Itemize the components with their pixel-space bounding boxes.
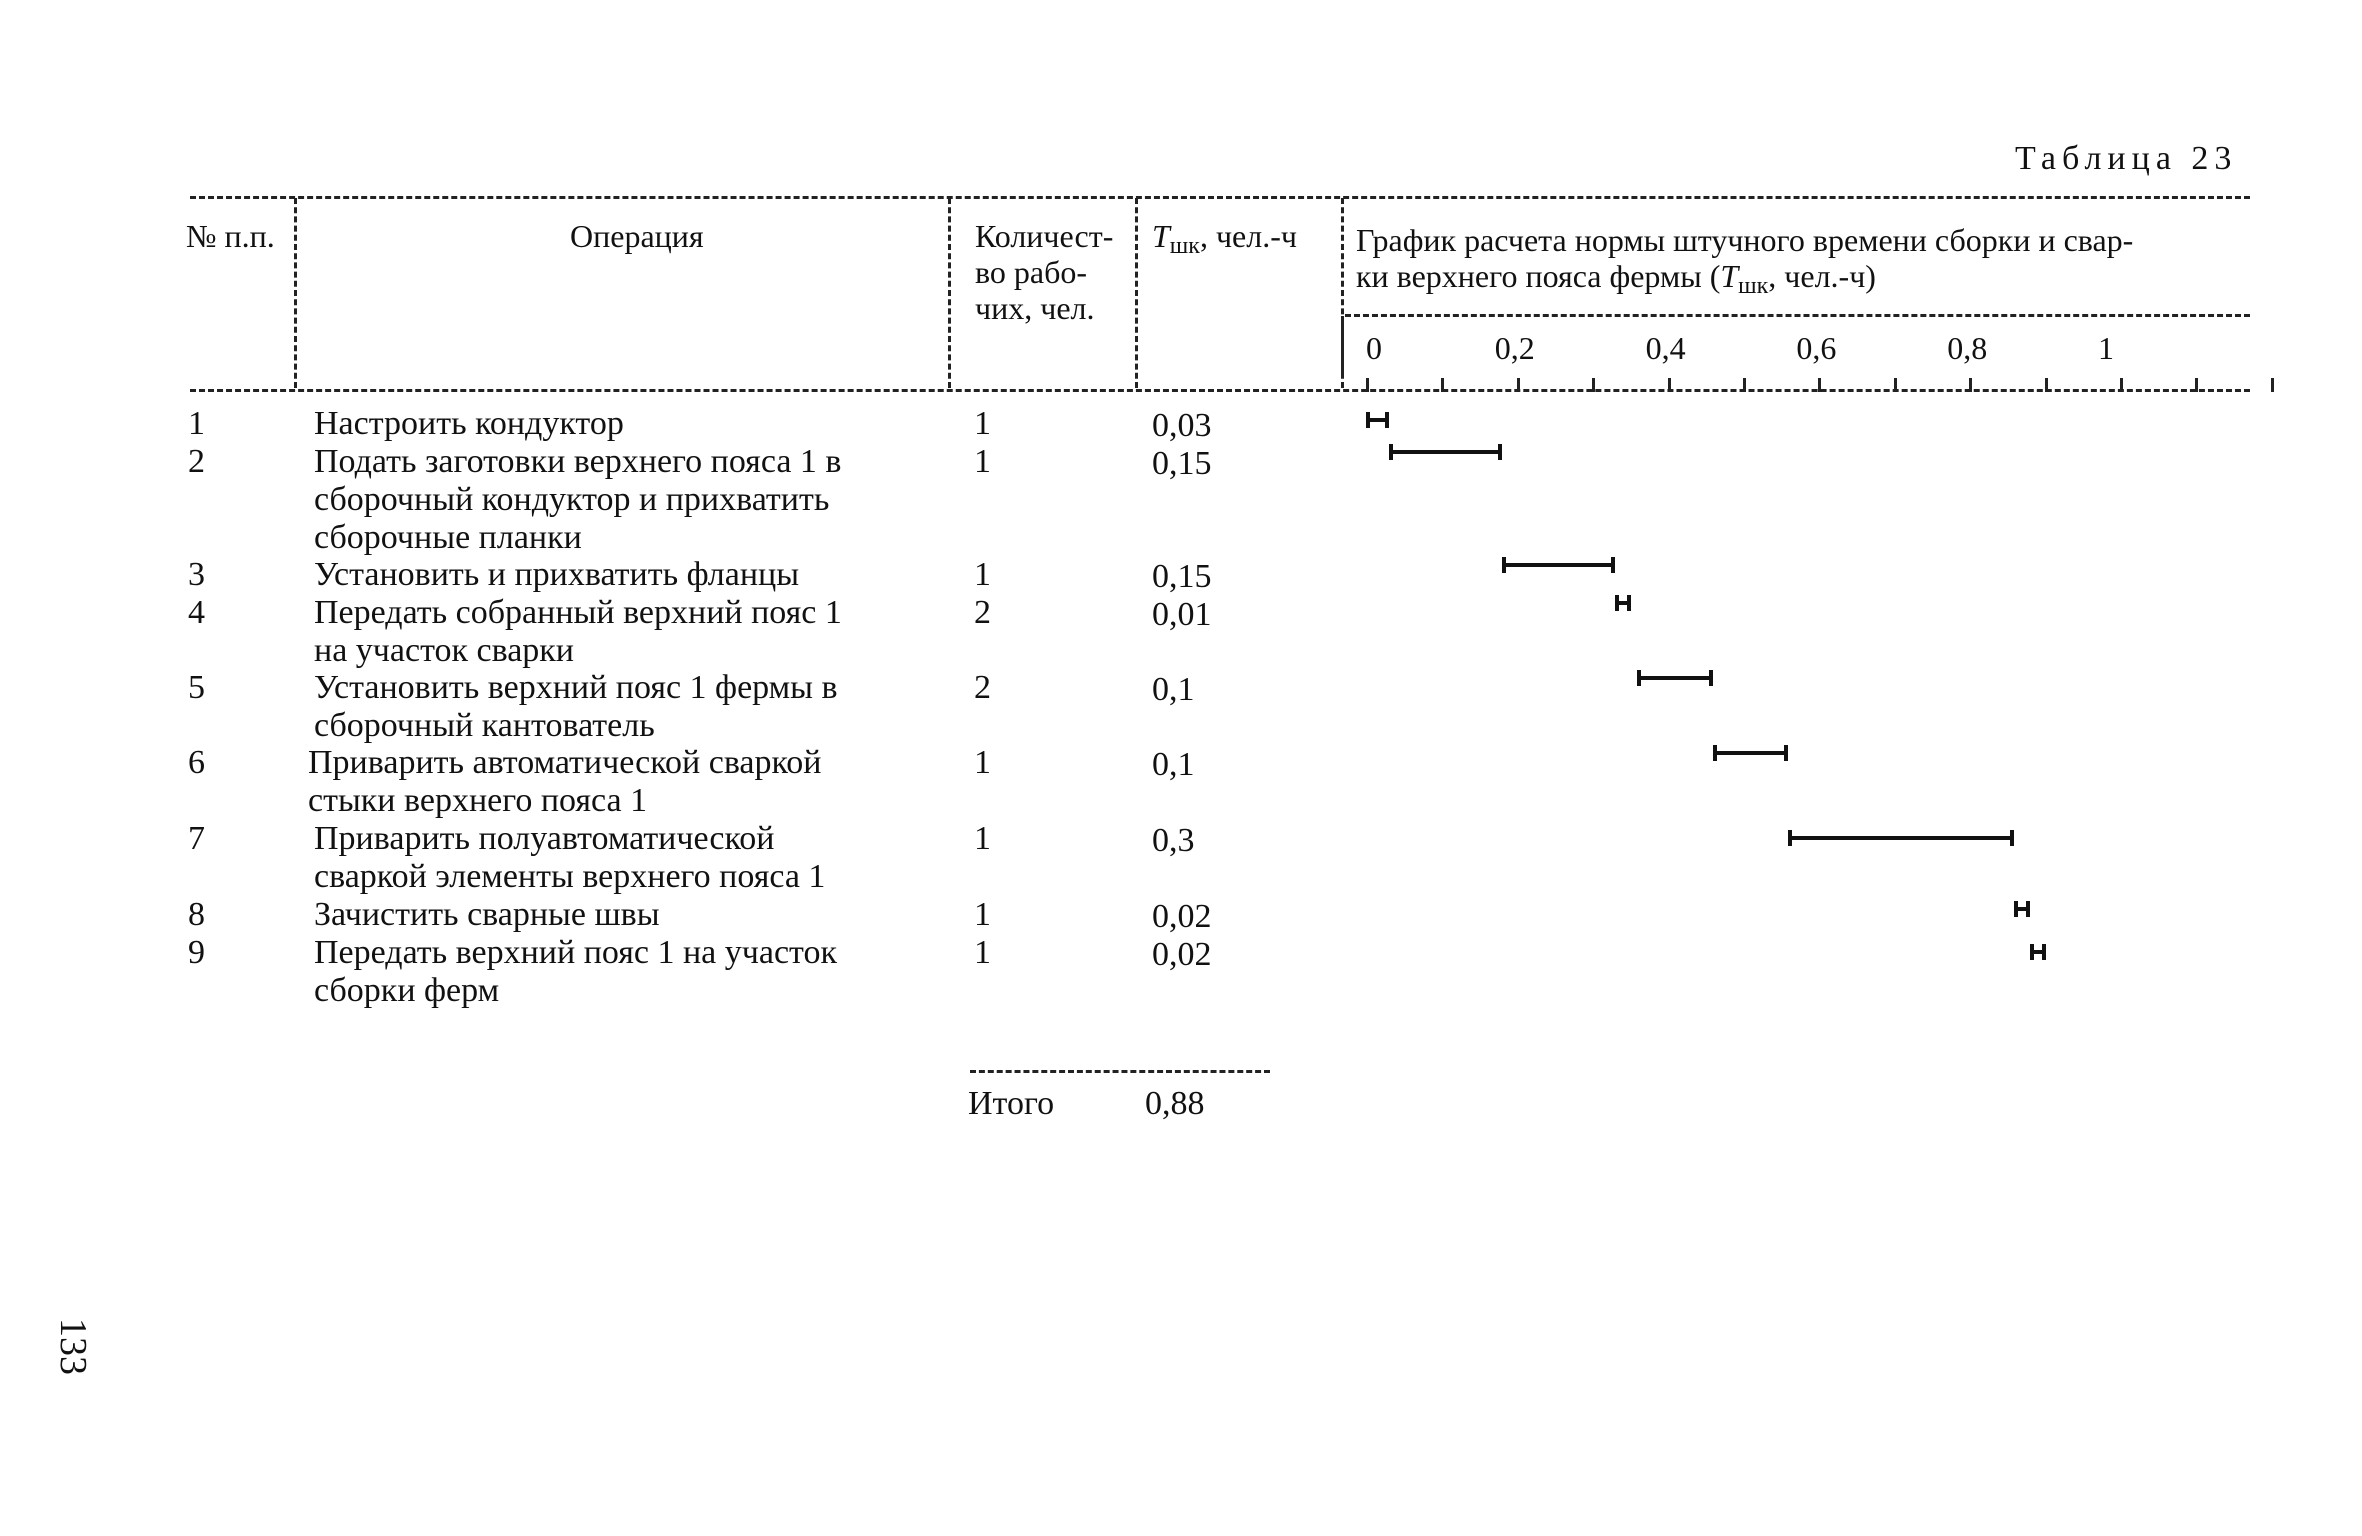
row-tshk: 0,01	[1152, 596, 1212, 633]
axis-tick	[2045, 378, 2048, 392]
axis-tick	[2120, 378, 2123, 392]
axis-tick-label: 0,4	[1645, 330, 1686, 366]
row-workers: 1	[974, 443, 991, 480]
operation-line: стыки верхнего пояса 1	[308, 782, 648, 819]
operation-line: Приварить автоматической сваркой	[308, 744, 822, 781]
axis-tick	[1592, 378, 1595, 392]
gantt-bar-task-2	[1389, 450, 1502, 454]
row-num: 8	[188, 896, 205, 933]
col-sep-3	[1135, 198, 1138, 388]
row-operation	[308, 744, 822, 820]
row-workers: 1	[974, 744, 991, 781]
axis-tick	[1668, 378, 1671, 392]
row-tshk: 0,15	[1152, 445, 1212, 482]
operation-line: Подать заготовки верхнего пояса 1 в	[314, 443, 842, 480]
operation-line: Настроить кондуктор	[314, 405, 624, 442]
axis-tick	[2271, 378, 2274, 392]
header-num: № п.п.	[186, 218, 275, 254]
row-tshk: 0,02	[1152, 936, 1212, 973]
operation-line: сборочные планки	[314, 519, 582, 556]
row-operation	[314, 443, 841, 557]
operation-line: Передать верхний пояс 1 на участок	[314, 934, 837, 971]
row-workers: 1	[974, 934, 991, 971]
row-tshk: 0,3	[1152, 822, 1195, 859]
operation-line: Зачистить сварные швы	[314, 896, 660, 933]
header-workers-line-1: Количест-	[975, 218, 1114, 254]
col-sep-2	[948, 198, 951, 388]
header-workers-line-3: чих, чел.	[975, 290, 1095, 326]
operation-line: Установить верхний пояс 1 фермы в	[314, 669, 838, 706]
header-operation: Операция	[570, 218, 704, 254]
header-workers-line-2: во рабо-	[975, 254, 1088, 290]
gantt-bar-task-6	[1713, 751, 1788, 755]
row-num: 5	[188, 669, 205, 706]
operation-line: сваркой элементы верхнего пояса 1	[314, 858, 826, 895]
operation-line: сборки ферм	[314, 972, 500, 1009]
row-operation	[314, 594, 842, 670]
chart-title-line-2: ки верхнего пояса фермы ($Т_{шк}$, чел.-ч)	[1356, 258, 1876, 299]
row-num: 7	[188, 820, 205, 857]
row-num: 6	[188, 744, 205, 781]
row-tshk: 0,1	[1152, 671, 1195, 708]
axis-tick-label: 0	[1366, 330, 1382, 366]
row-workers: 1	[974, 896, 991, 933]
tshk-unit: , чел.-ч	[1199, 218, 1297, 254]
operation-line: Приварить полуавтоматической	[314, 820, 775, 857]
row-num: 2	[188, 443, 205, 480]
row-operation	[314, 669, 838, 745]
row-operation	[314, 896, 660, 934]
axis-tick	[2195, 378, 2198, 392]
row-workers: 2	[974, 669, 991, 706]
header-top-rule	[190, 196, 2250, 199]
row-workers: 2	[974, 594, 991, 631]
operation-line: Установить и прихватить фланцы	[314, 556, 800, 593]
gantt-bar-task-1	[1366, 418, 1389, 422]
axis-tick	[1517, 378, 1520, 392]
total-value: 0,88	[1145, 1085, 1205, 1122]
gantt-bar-task-3	[1502, 563, 1615, 567]
axis-tick	[1894, 378, 1897, 392]
axis-tick-label: 1	[2098, 330, 2114, 366]
axis-tick	[1441, 378, 1444, 392]
axis-tick	[1366, 378, 1369, 392]
row-operation	[314, 934, 837, 1010]
header-workers	[975, 218, 1113, 326]
chart-header-rule	[1345, 314, 2250, 317]
row-workers: 1	[974, 820, 991, 857]
operation-line: на участок сварки	[314, 632, 574, 669]
total-label: Итого	[968, 1085, 1055, 1122]
tshk-symbol: Т	[1152, 218, 1170, 254]
operation-line: Передать собранный верхний пояс 1	[314, 594, 842, 631]
row-tshk: 0,03	[1152, 407, 1212, 444]
row-operation	[314, 820, 825, 896]
tshk-sub: шк	[1169, 233, 1200, 259]
col-sep-1	[294, 198, 297, 388]
page-number: 133	[52, 1318, 94, 1375]
gantt-bar-task-7	[1788, 836, 2014, 840]
axis-tick-label: 0,8	[1947, 330, 1988, 366]
row-tshk: 0,15	[1152, 558, 1212, 595]
header-tshk	[1152, 218, 1297, 264]
header-bottom-rule	[190, 389, 2250, 392]
operation-line: сборочный кантователь	[314, 707, 655, 744]
row-operation	[314, 405, 624, 443]
row-tshk: 0,02	[1152, 898, 1212, 935]
row-num: 9	[188, 934, 205, 971]
row-operation	[314, 556, 799, 594]
row-num: 3	[188, 556, 205, 593]
header-chart	[1356, 222, 2133, 304]
gantt-bar-task-5	[1637, 676, 1712, 680]
row-num: 4	[188, 594, 205, 631]
row-workers: 1	[974, 405, 991, 442]
operation-line: сборочный кондуктор и прихватить	[314, 481, 830, 518]
axis-tick	[1969, 378, 1972, 392]
row-tshk: 0,1	[1152, 746, 1195, 783]
table-label: Таблица 23	[2015, 140, 2238, 177]
axis-tick-label: 0,6	[1796, 330, 1837, 366]
axis-tick-label: 0,2	[1494, 330, 1535, 366]
axis-tick	[1818, 378, 1821, 392]
gantt-bar-task-8	[2014, 907, 2030, 911]
gantt-bar-task-4	[1615, 601, 1631, 605]
chart-title-line-1: График расчета нормы штучного времени сборки и свар-	[1356, 222, 2134, 258]
row-num: 1	[188, 405, 205, 442]
row-workers: 1	[974, 556, 991, 593]
total-rule	[970, 1070, 1270, 1073]
gantt-bar-task-9	[2030, 950, 2046, 954]
chart-left-border	[1341, 316, 1344, 376]
axis-tick	[1743, 378, 1746, 392]
